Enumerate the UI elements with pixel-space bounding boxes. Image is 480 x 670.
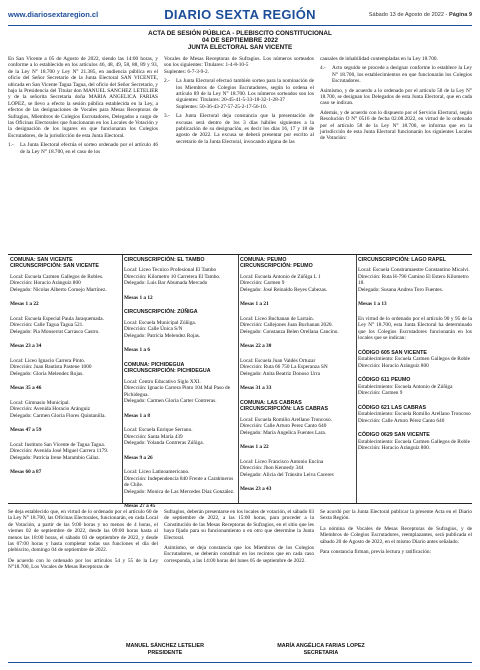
spacer — [240, 308, 354, 316]
closing-column-1 — [8, 509, 158, 575]
spacer — [10, 350, 120, 358]
local-detail: Dirección: Ignacio Carrera Pinto 104 Mal Paso de Pichidegua. — [124, 385, 231, 398]
mesas-range: Mesas 27 a 45 — [124, 503, 156, 510]
page-number: Página 9 — [448, 11, 472, 18]
local-detail: Local: Instituto San Vicente de Tagua Tagua. — [10, 441, 105, 448]
local-detail: Delegado: Nicolas Alberto Cornejo Martínez. — [10, 286, 107, 293]
local-detail: Dirección: Avenida Horacio Aránguiz — [10, 406, 91, 413]
local-detail: Local: Centro Educativo Siglo XXI. — [124, 378, 201, 385]
local-detail: Dirección: Ruta H-790 Camino El Estero Kilometro 18. — [358, 273, 469, 287]
signer-name: MANUEL SÁNCHEZ LETELIER — [125, 643, 205, 649]
signature-president — [90, 643, 240, 657]
local-detail: Delegado: Pia Monserrat Carrasco Castro. — [10, 328, 100, 335]
local-detail: Dirección: Horacio Aránguiz 800 — [358, 362, 429, 369]
mesas-range: Mesas 23 a 43 — [240, 486, 272, 493]
local-detail: Dirección: Carmen 9 — [240, 280, 285, 287]
spacer — [240, 293, 354, 301]
local-detail: Dirección: Santa María 439 — [124, 433, 183, 440]
item-text — [176, 78, 314, 110]
local-detail: Local: Escuela Antonio de Zúñiga L 1 — [240, 273, 321, 280]
local-detail: Establecimiento: Escuela Carmen Gallegos de Roble — [358, 438, 470, 445]
newspaper-brand: DIARIO SEXTA REGIÓN — [164, 7, 316, 22]
item-text: La Junta Electoral deja constancia que la presentación de excusas será dentro de los 3 días hábiles siguientes a la publicación de su designación, es decir los días 16, 17 y 18 de agosto de 2022. La excusa se deberá presentar por escrito al secretario de la Junta Electoral, invocando alguna de las — [176, 113, 314, 145]
mesas-range: Mesas 1 a 22 — [240, 444, 269, 451]
section-heading: COMUNA: SAN VICENTE — [10, 257, 73, 263]
locales-column-4 — [358, 257, 472, 452]
locales-column-3 — [240, 257, 354, 493]
local-detail: Delegado: José Reinaldo Reyes Cabezas. — [240, 286, 328, 293]
intro-paragraph: En San Vicente a 05 de Agosto de 2022, siendo las 14:00 horas, y conforme a lo establecido en los artículos 46, 48, 49, 58, 88, 89 y 93, de la Ley N° 18.700 y Ley N° 21.385, en audiencia pública en el oficio del Señor Secretario de la Junta Electoral SAN VICENTE, ubicada en San Vicente Tagua Tagua, del oficio del Señor Secretario, y bajo la Presidencia del Titular don MANUEL SANCHEZ LETELIER y de la señorita Secretaria doña MARIA ANGELICA FARIAS LOPEZ, se llevo a efecto la sesión pública establecida en la Ley, a efectos de las designaciones de Vocales para Mesas Receptoras de Sufragios, Miembros de Colegios Escrutadores, Delegados a cargo de las Oficinas Electorales que funcionaran en los Locales de Votación y la designación de los lugares en que funcionaran los Colegios Escrutadores, de la jurisdicción de esta Junta Electoral. — [8, 56, 158, 139]
spacer — [124, 354, 236, 362]
act-junta: JUNTA ELECTORAL SAN VICENTE — [187, 44, 293, 51]
spacer — [10, 434, 120, 442]
spacer — [124, 339, 236, 347]
local-detail: Establecimiento: Escuela Romilio Arellano Troncoso — [358, 411, 471, 418]
signer-name: MARÍA ANGÉLICA FARIAS LOPEZ — [277, 643, 365, 649]
item-number: 1.- — [8, 142, 14, 149]
local-detail: Local: Gimnasio Municipal. — [10, 399, 70, 406]
local-detail: Local: Liceo Latinoamericano. — [124, 469, 190, 476]
section-heading: CÓDIGO 611 PEUMO — [358, 377, 411, 384]
local-detail: Dirección: Horacio Aránguiz 800 — [10, 280, 81, 287]
locales-column-2 — [124, 257, 236, 510]
local-detail: Dirección: Avenida José Miguel Carrera 1179. — [10, 448, 109, 455]
local-detail: Dirección: Carmen 9 — [358, 390, 403, 397]
mesas-range: Mesas 31 a 33 — [240, 385, 272, 392]
section-heading: COMUNA: PICHIDEGUA — [124, 361, 185, 368]
local-detail: Establecimiento: Escuela Carmen Gallegos de Roble — [358, 356, 470, 363]
mesas-range: Mesas 1 a 21 — [240, 301, 269, 308]
section-heading: CÓDIGO 621 LAS CABRAS — [358, 404, 426, 411]
closing-paragraph: De acuerdo con lo ordenado por los artículos 54 y 55 de la Ley N°18.700, Los Vocales de Mesas Receptoras de — [8, 557, 158, 571]
intro-item-3 — [164, 113, 314, 145]
spacer — [124, 495, 236, 503]
section-heading: CIRCUNSCRIPCIÓN: PICHIDEGUA — [124, 368, 211, 375]
spacer — [240, 451, 354, 459]
mesas-range: Mesas 1 a 8 — [124, 412, 151, 419]
local-detail: Dirección: Callejones Juan Buchanan 2020. — [240, 322, 333, 329]
item-text: Acto seguido se procede a designar conforme lo establece la Ley N° 18.700, los establecimientos en que funcionarán los Colegios Escrutadores. — [332, 65, 472, 85]
local-detail: Delegado: Alicia del Tránsito Leiva Caceres — [240, 471, 334, 478]
spacer — [10, 392, 120, 400]
section-heading: CIRCUNSCRIPCIÓN: PEUMO — [240, 263, 313, 270]
column-divider — [238, 255, 239, 503]
divider — [8, 254, 472, 255]
local-detail: Delegado: Gloria Melendez Rojas. — [10, 370, 84, 377]
spacer — [10, 377, 120, 385]
local-detail: Establecimiento: Escuela Antonio de Zúñiga — [358, 383, 453, 390]
local-detail: Dirección: Calle Única S/N — [124, 326, 183, 333]
spacer — [124, 447, 236, 455]
local-detail: Delegado: Constanza Belen Orellana Cancino. — [240, 328, 339, 335]
signer-role: PRESIDENTE — [147, 649, 183, 656]
item-number: 4.- — [320, 65, 326, 72]
intro-item-2 — [164, 78, 314, 110]
local-detail: Dirección: Ruta 66 750 La Esperanza SN — [240, 364, 328, 371]
local-detail: Local: Escuela Constramaestre Constantino Micalvi. — [358, 267, 470, 274]
intro-paragraph — [164, 56, 314, 75]
sorteo-text: Vocales de Mesas Receptoras de Sufragios. Los números sorteados son los siguientes: Titulares: 1-4-8-10-5 — [164, 56, 314, 69]
section-heading: CIRCUNSCRIPCIÓN: SAN VICENTE — [10, 263, 99, 270]
local-detail: Local: Liceo Buchanan de Larraín. — [240, 315, 314, 322]
item-text: La Junta Electoral efectúa el sorteo ordenado por el artículo 46 de la Ley N° 18.700, en el caso de los — [20, 142, 158, 155]
spacer — [240, 392, 354, 400]
local-detail: Delegado: Luis Bar Abumada Mercado — [124, 280, 208, 287]
local-detail: Dirección: Juan Bautista Pastene 1000 — [10, 364, 92, 371]
local-detail: Dirección: Horacio Aránguiz 800. — [358, 445, 431, 452]
mesas-range: Mesas 60 a 87 — [10, 469, 42, 476]
spacer — [358, 342, 472, 350]
spacer — [124, 405, 236, 413]
section-heading: CIRCUNSCRIPCIÓN: EL TAMBO — [124, 257, 205, 263]
local-detail: Local: Escuela Enrique Serrano. — [124, 427, 193, 434]
spacer — [240, 335, 354, 343]
intro-item-1 — [8, 142, 158, 155]
intro-item-4 — [320, 65, 472, 84]
mesas-range: Mesas 22 a 30 — [240, 343, 272, 350]
closing-column-2 — [164, 509, 314, 568]
spacer — [358, 293, 472, 301]
intro-paragraph: Además, y de acuerdo con lo dispuesto por el Servicio Electoral, según Resolución O N° 0516 de fecha 02.08.2022, en virtud de lo ordenado por el artículo 58 de la Ley N° 18.700, se informa que en la jurisdicción de esta Junta Electoral funcionarán los siguientes Locales de Votación: — [320, 109, 472, 142]
page-info — [342, 12, 472, 18]
local-detail: Local: Escuela Especial Paula Jaraquemada. — [10, 315, 104, 322]
local-detail: Delegado: Susana Andrea Toro Fuentes. — [358, 286, 443, 293]
act-date: 04 DE SEPTIEMBRE 2022 — [202, 37, 278, 44]
local-detail: Delegado: Patricia Melendez Rojas. — [124, 332, 201, 339]
local-detail: Dirección: Independencia 840 Frente a Carabineros de Chile. — [124, 475, 234, 489]
closing-paragraph: Asimismo, se deja constancia que los Miembros de los Colegios Escrutadores, se deberán constituir en los recintos que en cada caso corresponda, a las 14:00 horas del lunes 05 de septiembre de 2022. — [164, 545, 314, 564]
closing-paragraph: Para constancia firman, previa lectura y ratificación: — [320, 549, 432, 556]
local-detail: Dirección: Calle Tagua Tagua 521. — [10, 322, 84, 329]
intro-paragraph: Asimismo, y de acuerdo a lo ordenado por el artículo 58 de la Ley N° 18.700, se designan los Delegados de esta Junta Electoral, que en cada caso se indican. — [320, 87, 472, 107]
intro-column-2 — [164, 56, 314, 148]
local-detail: Dirección: Kilometro 10 Carretera El Tambo. — [124, 273, 221, 280]
item-body: La Junta Electoral efectuó también sorteo para la nominación de los Miembros de Colegios Escrutadores, según lo ordena el artículo 89 de la Ley N° 18.700. Los números sorteados son los siguientes: Titulares: 20-45-41-5-33-18-32-1-28-37 — [176, 78, 314, 104]
spacer — [10, 335, 120, 343]
spacer — [358, 397, 472, 405]
intro-paragraph: causales de inhabilidad contempladas en la Ley 18.700. — [320, 56, 438, 62]
item-number: 3.- — [164, 113, 170, 120]
closing-paragraph: Se deja establecido que, en virtud de lo ordenado por el artículo 60 de la Ley N° 18.700, las Oficinas Electorales, funcionarán, en cada Local de Votación, a partir de las 9:00 horas y no menos de 4 horas, el viernes 02 de septiembre de 2022, desde las 09:00 horas hasta al menos las 18:00 horas, el sábado 03 de septiembre de 2022, y desde las 07:00 horas y hasta completar todas sus funciones el día del plebiscito, domingo 04 de septiembre de 2022. — [8, 509, 158, 554]
section-heading: CÓDIGO 605 SAN VICENTE — [358, 349, 427, 356]
site-url[interactable]: www.diariosextaregion.cl — [8, 10, 99, 19]
issue-date: Sábado 13 de Agosto de 2022 - — [368, 11, 449, 18]
newspaper-header — [8, 4, 472, 26]
column-divider — [122, 255, 123, 503]
item-suplentes: Suplentes: 50-36-43-27-57-25-2-17-56-10. — [176, 103, 267, 110]
sorteo-suplentes: Suplentes: 6-7-3-9-2. — [164, 68, 210, 75]
mesas-range: Mesas 47 a 59 — [10, 427, 42, 434]
local-detail: Local: Liceo Tecnico Profesional El Tambo — [124, 267, 217, 274]
locales-column-1 — [10, 257, 120, 476]
mesas-range: Mesas 1 a 12 — [124, 294, 153, 301]
local-detail: Local: Liceo Ignacio Carrera Pinto. — [10, 357, 86, 364]
act-title: ACTA DE SESIÓN PÚBLICA - PLEBISCITO CONSTITUCIONAL — [148, 30, 332, 37]
closing-paragraph: La nómina de Vocales de Mesas Receptoras de Sufragios, y de Miembros de Colegios Escrutadores, reemplazantes, será publicada el sábado 20 de Agosto de 2022, en el mismo Diario antes señalado. — [320, 525, 472, 545]
mesas-range: Mesas 1 a 22 — [10, 301, 39, 308]
intro-column-1 — [8, 56, 158, 158]
local-detail: Local: Escuela Juan Valdés Ortuzar — [240, 357, 316, 364]
intro-column-3 — [320, 56, 472, 145]
mesas-range: Mesas 35 a 46 — [10, 385, 42, 392]
local-detail: Delegado: María Angelica Fuentes Lara. — [240, 429, 327, 436]
spacer — [10, 293, 120, 301]
spacer — [124, 419, 236, 427]
mesas-range: Mesas 9 a 26 — [124, 454, 153, 461]
spacer — [240, 350, 354, 358]
local-detail: En virtud de lo ordenado por el artículo 90 y 95 de la Ley N° 18.700, esta Junta Electoral ha determinado que los Colegios Escrutadores funcionarán en los locales que se indican: — [358, 315, 472, 342]
section-heading: COMUNA: LAS CABRAS — [240, 399, 302, 406]
column-divider — [356, 255, 357, 503]
spacer — [10, 419, 120, 427]
local-detail: Delegado: Carmen Gloria Carter Contreras. — [124, 398, 217, 405]
spacer — [240, 436, 354, 444]
local-detail: Local: Escuela Municipal Zúñiga. — [124, 319, 197, 326]
footer-rule — [8, 662, 472, 663]
closing-column-3 — [320, 509, 472, 559]
spacer — [240, 377, 354, 385]
local-detail: Local: Liceo Francisco Antonio Encina — [240, 458, 324, 465]
spacer — [10, 308, 120, 316]
spacer — [358, 308, 472, 316]
local-detail: Dirección: Jhon Kennedy 344 — [240, 465, 304, 472]
section-heading: CIRCUNSCRIPCIÓN: LAGO RAPEL — [358, 257, 446, 263]
local-detail: Local: Escuela Carmen Gallegos de Robles. — [10, 273, 104, 280]
local-detail: Dirección: Calle Arturo Pérez Canto 640 — [358, 417, 445, 424]
local-detail: Delegado: Carmen Gloria Flores Quintanilla. — [10, 412, 106, 419]
local-detail: Delegado: Anita Beatriz Donoso Urra — [240, 370, 321, 377]
section-heading: COMUNA: PEUMO — [240, 257, 287, 263]
signer-role: SECRETARIA — [303, 649, 339, 656]
mesas-range: Mesas 1 a 13 — [358, 301, 387, 308]
section-heading: CÓDIGO 0629 SAN VICENTE — [358, 432, 430, 439]
closing-paragraph: Se acordó por la Junta Electoral publicar la presente Acta en el Diario Sexta Región. — [320, 509, 472, 522]
spacer — [124, 287, 236, 295]
mesas-range: Mesas 1 a 6 — [124, 347, 151, 354]
local-detail: Delegado: Monica de Las Mercedes Díaz González. — [124, 488, 235, 495]
local-detail: Delegado: Patricia Irene Marambio Gálaz. — [10, 454, 100, 461]
spacer — [358, 424, 472, 432]
divider — [8, 503, 472, 504]
section-heading: CIRCUNSCRIPCIÓN: LAS CABRAS — [240, 406, 328, 413]
local-detail: Local: Escuela Romilio Arellano Troncoso. — [240, 416, 332, 423]
section-heading: CIRCUNSCRIPCIÓN: ZÚÑIGA — [124, 309, 198, 316]
mesas-range: Mesas 23 a 34 — [10, 343, 42, 350]
local-detail: Dirección: Calle Arturo Perez Canto 640 — [240, 423, 327, 430]
item-number: 2.- — [164, 78, 170, 85]
closing-paragraph: Sufragios, deberán presentarse en los locales de votación, el sábado 03 de septiembre de 2022, a las 15:00 horas, para proceder a la Constitución de las Mesas Receptoras de Sufragios, en el sitio que les haya fijado para su funcionamiento o en otro que determine la Junta Electoral. — [164, 509, 314, 541]
local-detail: Delegado: Yolanda Contreras Zúñiga. — [124, 440, 204, 447]
spacer — [10, 461, 120, 469]
spacer — [124, 461, 236, 469]
spacer — [240, 478, 354, 486]
signature-secretary — [246, 643, 396, 657]
